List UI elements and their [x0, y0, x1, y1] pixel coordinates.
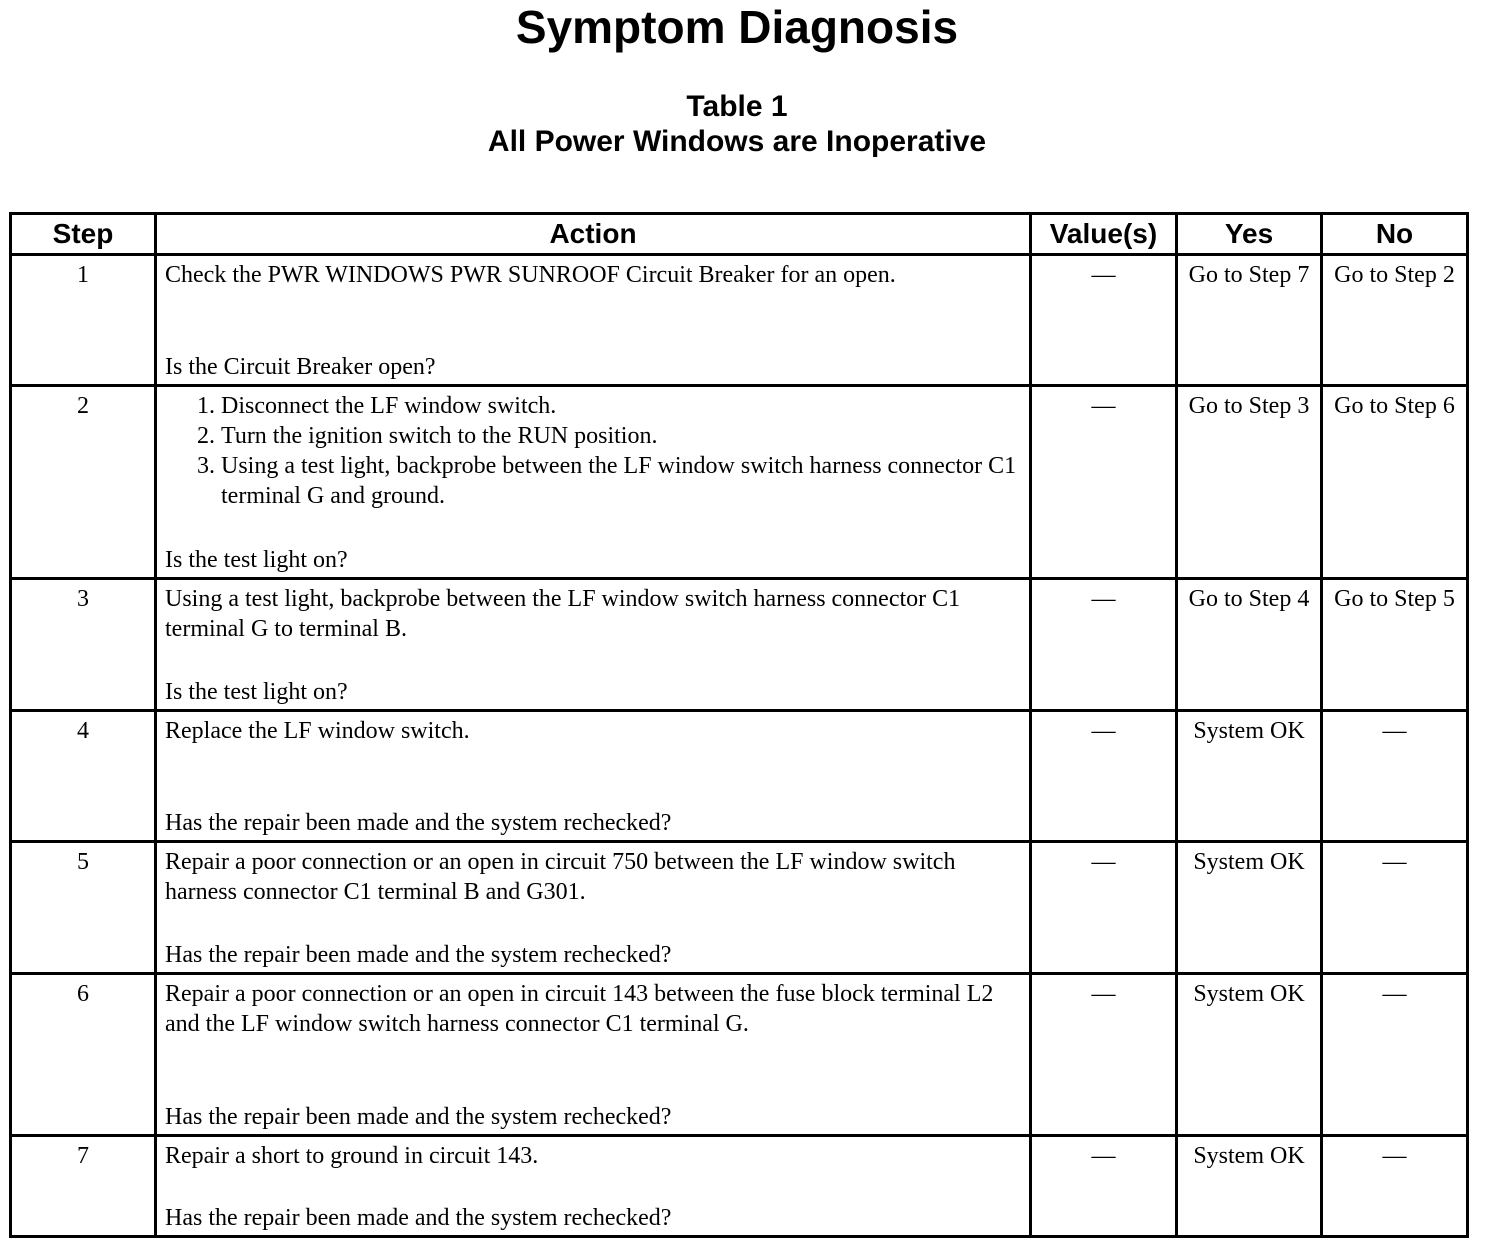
table-row: [11, 255, 1468, 386]
action-question: Has the repair been made and the system rechecked?: [165, 810, 672, 837]
action-text: Repair a short to ground in circuit 143.: [165, 1142, 539, 1169]
yes-cell: Go to Step 4: [1177, 578, 1322, 710]
value-cell: —: [1031, 255, 1177, 386]
action-question: Has the repair been made and the system rechecked?: [165, 1103, 672, 1130]
table-row: [11, 386, 1468, 578]
value-cell: —: [1031, 1135, 1177, 1236]
action-text: Repair a poor connection or an open in circuit 750 between the LF window switch harness connector C1 terminal B and G301.: [165, 849, 956, 906]
action-question: Is the test light on?: [165, 546, 348, 573]
action-text: Using a test light, backprobe between the LF window switch harness connector C1 terminal G to terminal B.: [165, 585, 961, 642]
action-step-item: 2. Turn the ignition switch to the RUN position.: [221, 421, 1021, 451]
header-no: No: [1322, 214, 1468, 255]
table-row: [11, 710, 1468, 841]
no-cell: —: [1322, 1135, 1468, 1236]
action-step-item: 3. Using a test light, backprobe between the LF window switch harness connector C1 terminal G and ground.: [221, 451, 1021, 511]
no-cell: Go to Step 2: [1322, 255, 1468, 386]
table-row: [11, 1135, 1468, 1236]
no-cell: —: [1322, 842, 1468, 974]
action-cell: [156, 710, 1031, 841]
yes-cell: Go to Step 7: [1177, 255, 1322, 386]
value-cell: —: [1031, 842, 1177, 974]
table-row: [11, 842, 1468, 974]
no-cell: Go to Step 6: [1322, 386, 1468, 578]
table-row: [11, 974, 1468, 1135]
action-question: Is the Circuit Breaker open?: [165, 354, 436, 381]
value-cell: —: [1031, 386, 1177, 578]
action-steps: [165, 391, 1021, 511]
step-number: 2: [11, 386, 156, 578]
no-cell: —: [1322, 710, 1468, 841]
action-question: Has the repair been made and the system rechecked?: [165, 942, 672, 969]
table-row: [11, 578, 1468, 710]
value-cell: —: [1031, 710, 1177, 841]
header-step: Step: [11, 214, 156, 255]
yes-cell: System OK: [1177, 710, 1322, 841]
value-cell: —: [1031, 974, 1177, 1135]
step-number: 6: [11, 974, 156, 1135]
action-text: Repair a poor connection or an open in circuit 143 between the fuse block terminal L2 and the LF window switch harness connector C1 terminal G.: [165, 981, 994, 1038]
header-action: Action: [156, 214, 1031, 255]
action-cell: [156, 578, 1031, 710]
action-cell: [156, 1135, 1031, 1236]
yes-cell: Go to Step 3: [1177, 386, 1322, 578]
diagnosis-table: [9, 212, 1469, 1238]
value-cell: —: [1031, 578, 1177, 710]
header-values: Value(s): [1031, 214, 1177, 255]
table-subtitle: All Power Windows are Inoperative: [487, 125, 987, 158]
step-number: 7: [11, 1135, 156, 1236]
table-label: Table 1: [686, 90, 788, 123]
page-title: Symptom Diagnosis: [515, 1, 959, 53]
action-cell: [156, 842, 1031, 974]
action-question: Is the test light on?: [165, 678, 348, 705]
action-text: Replace the LF window switch.: [165, 717, 470, 744]
no-cell: Go to Step 5: [1322, 578, 1468, 710]
action-step-item: 1. Disconnect the LF window switch.: [221, 391, 1021, 421]
action-cell: [156, 386, 1031, 578]
action-cell: [156, 974, 1031, 1135]
table-header-row: [11, 214, 1468, 255]
step-number: 1: [11, 255, 156, 386]
step-number: 3: [11, 578, 156, 710]
step-number: 5: [11, 842, 156, 974]
yes-cell: System OK: [1177, 842, 1322, 974]
action-text: Check the PWR WINDOWS PWR SUNROOF Circuit Breaker for an open.: [165, 262, 896, 288]
header-yes: Yes: [1177, 214, 1322, 255]
action-cell: [156, 255, 1031, 386]
step-number: 4: [11, 710, 156, 841]
action-question: Has the repair been made and the system rechecked?: [165, 1205, 672, 1231]
yes-cell: System OK: [1177, 974, 1322, 1135]
yes-cell: System OK: [1177, 1135, 1322, 1236]
no-cell: —: [1322, 974, 1468, 1135]
